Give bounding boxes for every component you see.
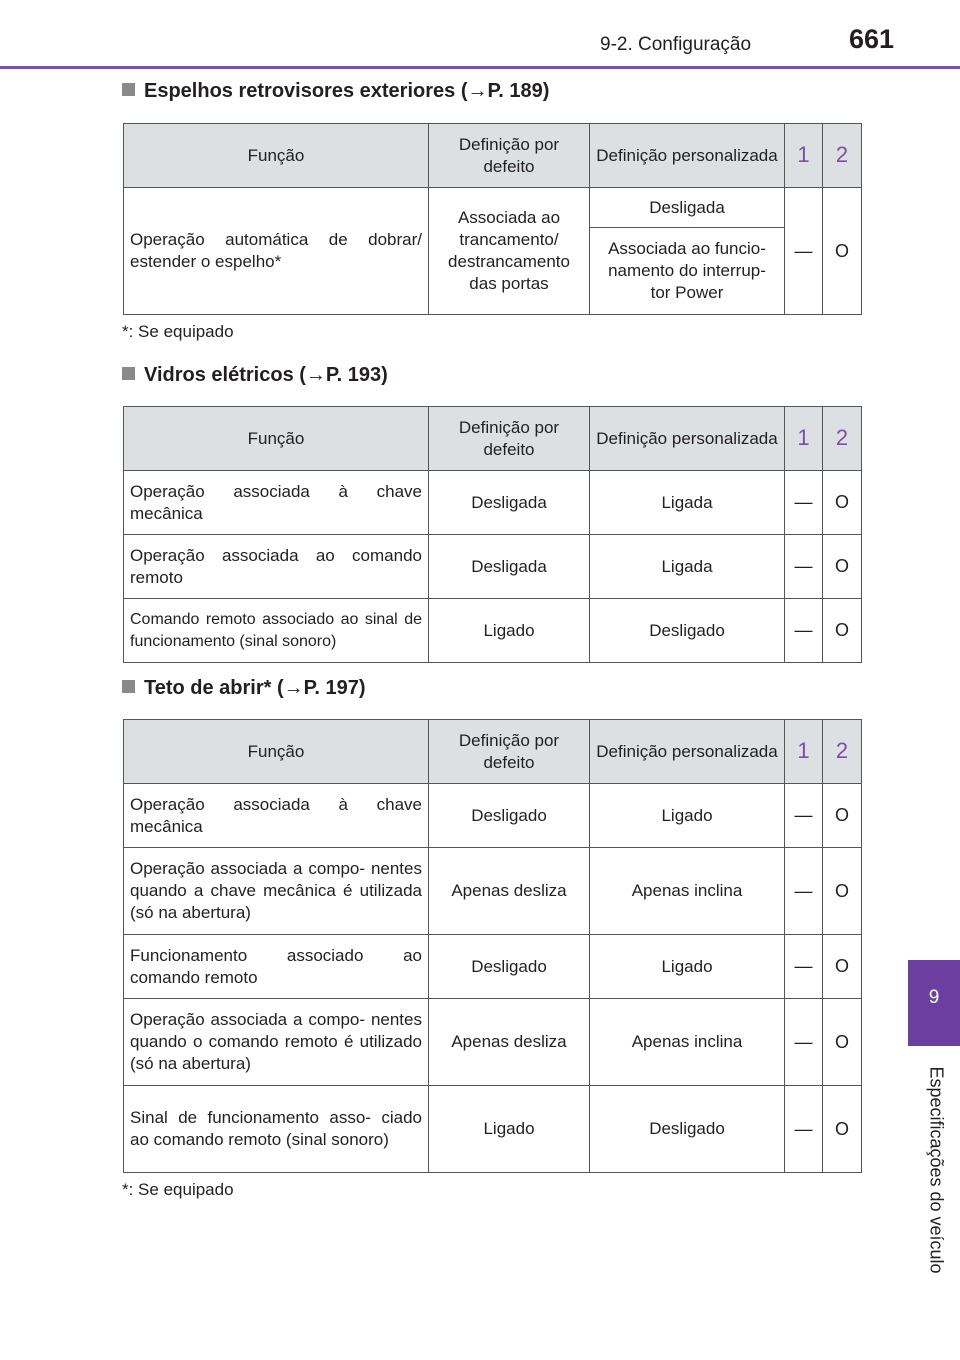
- header-definicao-personalizada: Definição personalizada: [590, 720, 785, 784]
- table-cell-funcao: Operação associada ao comando remoto: [124, 535, 429, 599]
- table-cell-funcao: Funcionamento associado ao comando remoto: [124, 935, 429, 999]
- table-cell-defeito: Desligada: [429, 471, 590, 535]
- table-cell-c1: —: [785, 471, 823, 535]
- section-heading: 9-2. Configuração: [600, 34, 752, 55]
- table-mirrors: [123, 123, 862, 315]
- table-cell-personalizada: Ligada: [590, 471, 785, 535]
- table-row: [124, 784, 862, 848]
- header-funcao: Função: [124, 720, 429, 784]
- table-cell-c2: O: [823, 535, 862, 599]
- table-cell-funcao: Sinal de funcionamento asso- ciado ao comando remoto (sinal sonoro): [124, 1086, 429, 1173]
- table-cell-c1: —: [785, 848, 823, 935]
- header-rule: [0, 66, 960, 69]
- chapter-label: Especificações do veículo: [926, 1066, 947, 1274]
- table-cell-c2: O: [823, 999, 862, 1086]
- table-cell-personalizada: Ligada: [590, 535, 785, 599]
- table-cell-c1: —: [785, 1086, 823, 1173]
- table-cell-funcao: Comando remoto associado ao sinal de funcionamento (sinal sonoro): [124, 599, 429, 663]
- table-cell-defeito: Apenas desliza: [429, 848, 590, 935]
- table-row: [124, 935, 862, 999]
- table-cell-personalizada: Ligado: [590, 935, 785, 999]
- section-title-windows: Vidros elétricos (→P. 193): [122, 364, 388, 387]
- table-cell-funcao: Operação associada à chave mecânica: [124, 784, 429, 848]
- footnote: *: Se equipado: [122, 1180, 234, 1199]
- header-definicao-defeito: Definição por defeito: [429, 720, 590, 784]
- table-cell-personalizada: Desligada: [590, 188, 785, 228]
- footnote: *: Se equipado: [122, 322, 234, 341]
- table-cell-c2: O: [823, 1086, 862, 1173]
- table-cell-funcao: Operação associada a compo- nentes quando a chave mecânica é utilizada (só na abertura): [124, 848, 429, 935]
- table-row: [124, 471, 862, 535]
- table-row: [124, 599, 862, 663]
- table-cell-personalizada: Ligado: [590, 784, 785, 848]
- table-cell-personalizada: Apenas inclina: [590, 999, 785, 1086]
- section-title-mirrors: Espelhos retrovisores exteriores (→P. 189): [122, 80, 549, 103]
- header-definicao-personalizada: Definição personalizada: [590, 124, 785, 188]
- table-cell-defeito: Ligado: [429, 599, 590, 663]
- table-cell-c2: O: [823, 599, 862, 663]
- header-funcao: Função: [124, 407, 429, 471]
- table-cell-c2: O: [823, 471, 862, 535]
- header-definicao-personalizada: Definição personalizada: [590, 407, 785, 471]
- table-cell-funcao: Operação automática de dobrar/ estender o espelho*: [124, 188, 429, 315]
- header-col-2: 2: [823, 124, 862, 188]
- table-cell-c2: O: [823, 848, 862, 935]
- header-col-1: 1: [785, 720, 823, 784]
- table-row: [124, 848, 862, 935]
- table-cell-funcao: Operação associada à chave mecânica: [124, 471, 429, 535]
- table-cell-c2: O: [823, 935, 862, 999]
- table-cell-c1: —: [785, 599, 823, 663]
- table-cell-c2: O: [823, 188, 862, 315]
- page-number: 661: [849, 24, 895, 54]
- table-cell-personalizada: Desligado: [590, 599, 785, 663]
- table-sunroof: [123, 719, 862, 1173]
- square-bullet-icon: [122, 83, 135, 96]
- square-bullet-icon: [122, 367, 135, 380]
- table-cell-c2: O: [823, 784, 862, 848]
- header-funcao: Função: [124, 124, 429, 188]
- table-cell-defeito: Desligado: [429, 784, 590, 848]
- header-col-2: 2: [823, 720, 862, 784]
- table-cell-personalizada: Associada ao funcio- namento do interrup- tor Power: [590, 228, 785, 315]
- table-cell-c1: —: [785, 935, 823, 999]
- header-col-2: 2: [823, 407, 862, 471]
- table-cell-defeito: Desligada: [429, 535, 590, 599]
- table-cell-c1: —: [785, 999, 823, 1086]
- table-row: [124, 535, 862, 599]
- table-cell-c1: —: [785, 784, 823, 848]
- table-cell-funcao: Operação associada a compo- nentes quando o comando remoto é utilizado (só na abertura): [124, 999, 429, 1086]
- table-cell-c1: —: [785, 188, 823, 315]
- header-col-1: 1: [785, 407, 823, 471]
- header-definicao-defeito: Definição por defeito: [429, 124, 590, 188]
- table-cell-defeito: Desligado: [429, 935, 590, 999]
- header-definicao-defeito: Definição por defeito: [429, 407, 590, 471]
- square-bullet-icon: [122, 680, 135, 693]
- table-cell-personalizada: Desligado: [590, 1086, 785, 1173]
- header-col-1: 1: [785, 124, 823, 188]
- table-cell-defeito: Ligado: [429, 1086, 590, 1173]
- table-cell-personalizada: Apenas inclina: [590, 848, 785, 935]
- table-row: [124, 999, 862, 1086]
- table-row: [124, 1086, 862, 1173]
- table-cell-defeito: Apenas desliza: [429, 999, 590, 1086]
- section-title-sunroof: Teto de abrir* (→P. 197): [122, 677, 366, 700]
- chapter-tab: 9: [908, 960, 960, 1046]
- table-cell-c1: —: [785, 535, 823, 599]
- table-windows: [123, 406, 862, 663]
- table-cell-defeito: Associada ao trancamento/ destrancamento das portas: [429, 188, 590, 315]
